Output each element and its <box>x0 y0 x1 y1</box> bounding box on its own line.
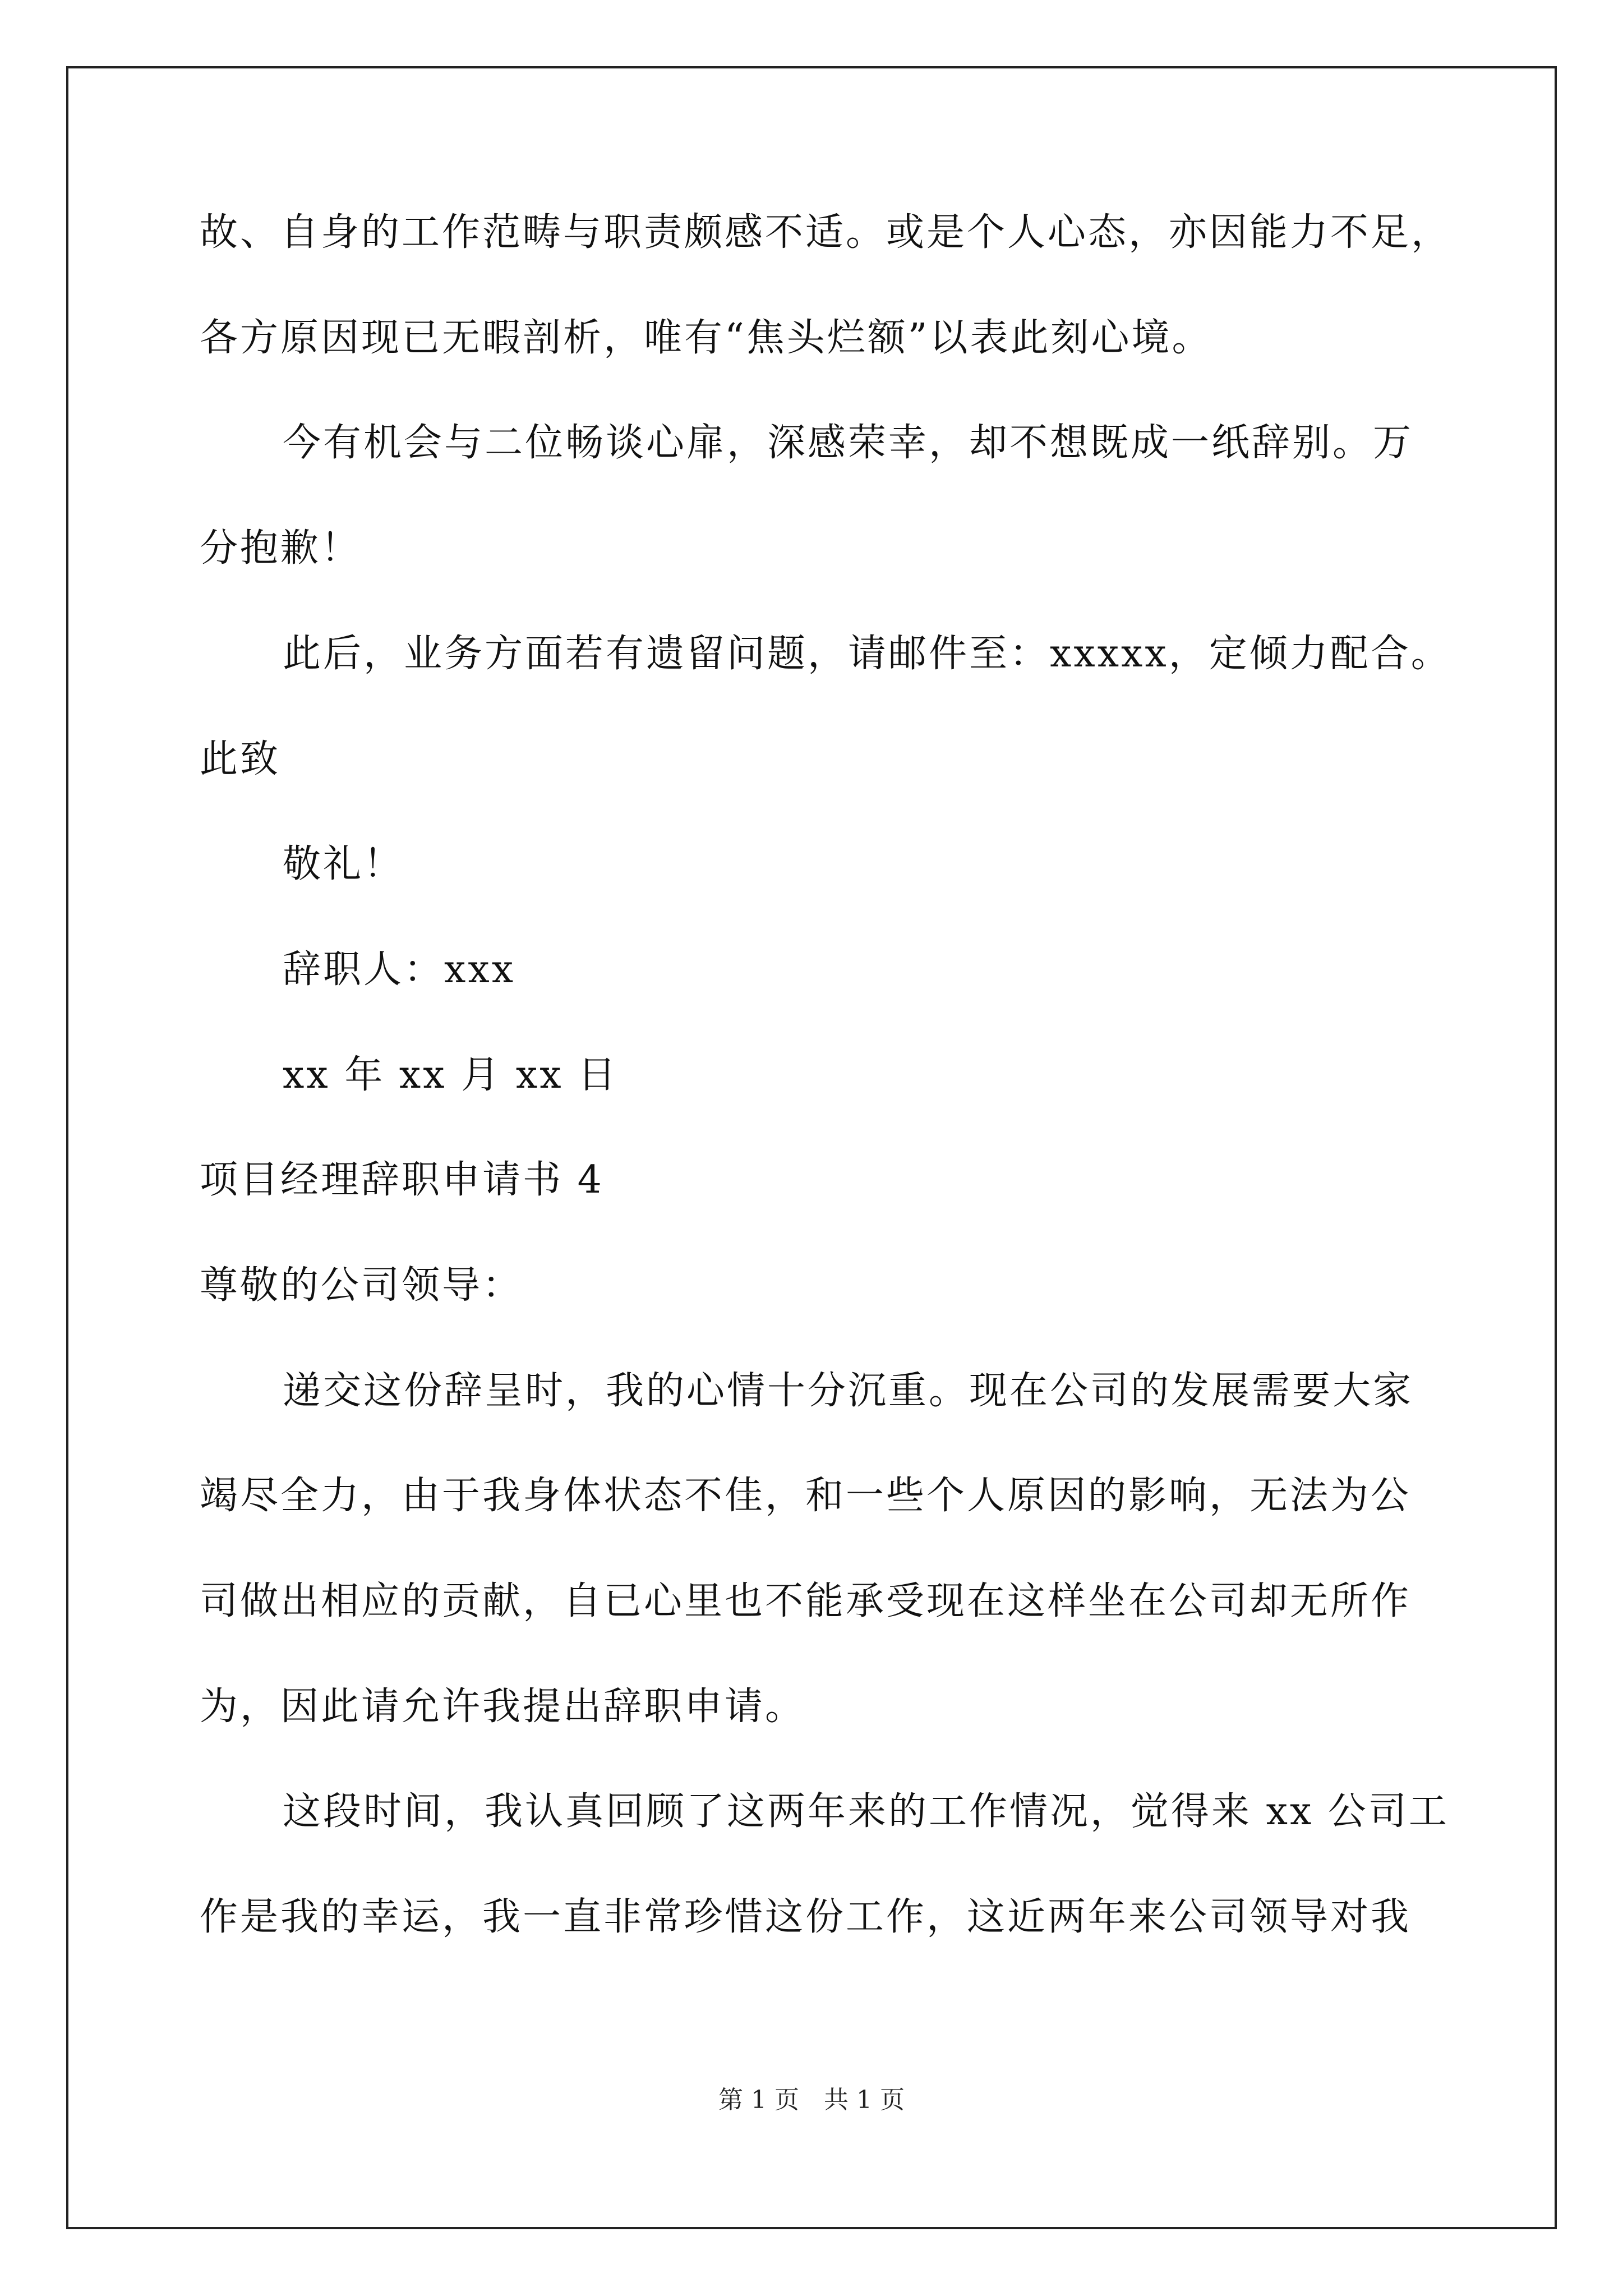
closing-regards: 敬礼！ <box>283 842 404 886</box>
text-line: 递交这份辞呈时，我的心情十分沉重。现在公司的发展需要大家 <box>283 1369 1414 1413</box>
text-line: 作是我的幸运，我一直非常珍惜这份工作，这近两年来公司领导对我 <box>200 1895 1412 1939</box>
text-line: 故、自身的工作范畴与职责颇感不适。或是个人心态，亦因能力不足， <box>200 210 1452 255</box>
page-number-footer: 第 1 页 共 1 页 <box>718 2086 905 2114</box>
greeting-line: 尊敬的公司领导： <box>200 1263 523 1308</box>
text-line: 为，因此请允许我提出辞职申请。 <box>200 1685 806 1729</box>
text-line: 各方原因现已无暇剖析，唯有“焦头烂额”以表此刻心境。 <box>200 316 1212 360</box>
text-line: 分抱歉！ <box>200 526 362 570</box>
date-line: xx 年 xx 月 xx 日 <box>283 1053 619 1097</box>
text-line: 今有机会与二位畅谈心扉，深感荣幸，却不想既成一纸辞别。万 <box>283 421 1414 465</box>
text-line: 司做出相应的贡献，自已心里也不能承受现在这样坐在公司却无所作 <box>200 1579 1412 1623</box>
signature-line: 辞职人：xxx <box>283 947 516 992</box>
text-line: 此后，业务方面若有遗留问题，请邮件至：xxxxx，定倾力配合。 <box>283 632 1451 676</box>
text-line: 这段时间，我认真回顾了这两年来的工作情况，觉得来 xx 公司工 <box>283 1789 1449 1834</box>
section-title: 项目经理辞职申请书 4 <box>200 1158 604 1202</box>
closing-salutation: 此致 <box>200 737 281 781</box>
text-line: 竭尽全力，由于我身体状态不佳，和一些个人原因的影响，无法为公 <box>200 1474 1412 1518</box>
